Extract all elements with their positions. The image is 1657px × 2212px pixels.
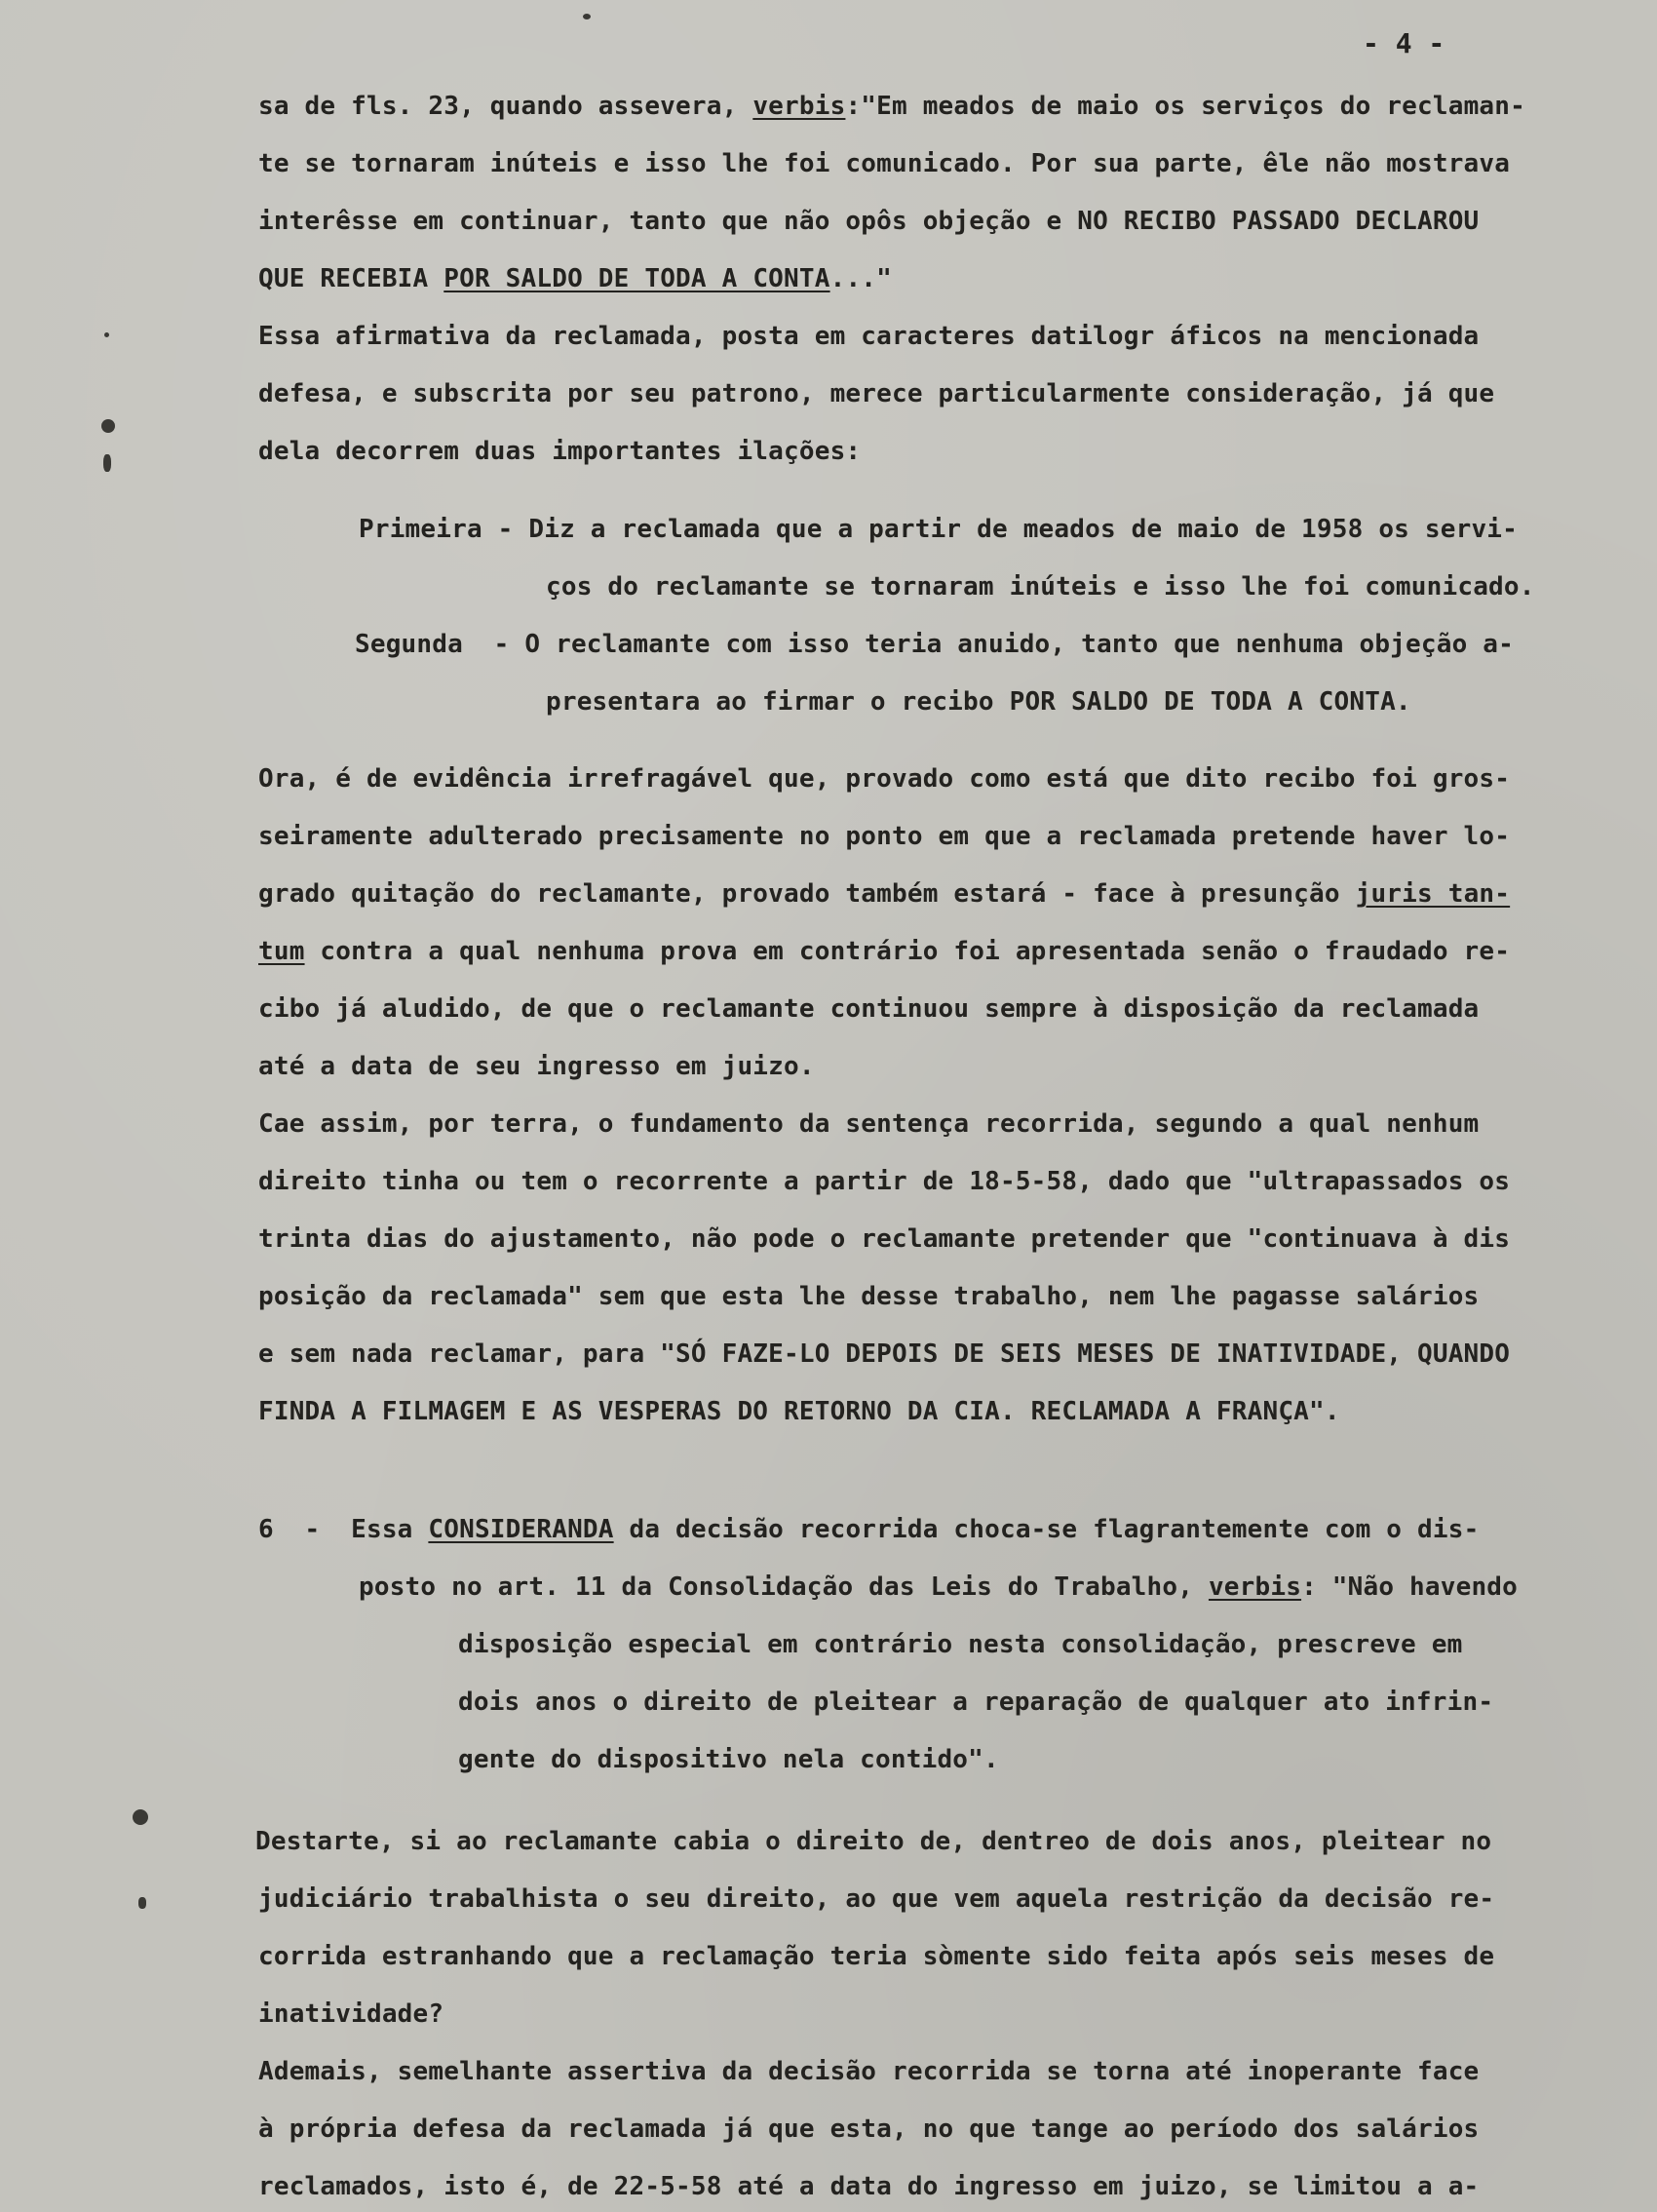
text-line [258, 992, 1479, 1026]
text-line [258, 435, 861, 468]
text-segment: à própria defesa da reclamada já que esta, no que tange ao período dos salários [258, 2115, 1480, 2144]
underlined-text: verbis [1208, 1572, 1302, 1602]
text-segment: Primeira - Diz a reclamada que a partir de meados de maio de 1958 os servi- [359, 515, 1518, 544]
text-segment: gente do dispositivo nela contido". [458, 1745, 999, 1774]
text-line [258, 935, 1510, 968]
text-line [258, 1165, 1510, 1198]
text-segment: contra a qual nenhuma prova em contrário foi apresentada senão o fraudado re- [304, 937, 1511, 966]
underlined-text: verbis [752, 92, 846, 121]
text-line [458, 1686, 1493, 1719]
text-segment: te se tornaram inúteis e isso lhe foi comunicado. Por sua parte, êle não mostrava [258, 149, 1511, 178]
text-line [258, 2055, 1479, 2088]
text-segment: ços do reclamante se tornaram inúteis e isso lhe foi comunicado. [546, 572, 1535, 602]
text-segment: seiramente adulterado precisamente no ponto em que a reclamada pretende haver lo- [258, 822, 1511, 851]
underlined-text: tum [258, 937, 305, 966]
text-segment: e sem nada reclamar, para "SÓ FAZE-LO DEPOIS DE SEIS MESES DE INATIVIDADE, QUANDO [258, 1339, 1511, 1369]
text-line [258, 820, 1510, 853]
text-segment: posição da reclamada" sem que esta lhe desse trabalho, nem lhe pagasse salários [258, 1282, 1480, 1311]
text-line [258, 1222, 1510, 1256]
text-line [255, 1825, 1491, 1858]
text-segment: FINDA A FILMAGEM E AS VESPERAS DO RETORNO DA CIA. RECLAMADA A FRANÇA". [258, 1397, 1340, 1426]
text-line [258, 1940, 1494, 1973]
text-segment: Essa afirmativa da reclamada, posta em caracteres datilogr áficos na mencionada [258, 322, 1480, 351]
text-line [359, 1571, 1518, 1604]
text-segment: cibo já aludido, de que o reclamante continuou sempre à disposição da reclamada [258, 994, 1480, 1024]
text-line [258, 877, 1510, 911]
scan-speck [104, 332, 109, 337]
scan-speck [583, 14, 591, 19]
text-segment: trinta dias do ajustamento, não pode o reclamante pretender que "continuava à dis [258, 1224, 1511, 1254]
text-segment: Segunda - O reclamante com isso teria anuido, tanto que nenhuma objeção a- [355, 630, 1514, 659]
text-line [546, 570, 1535, 603]
text-line [258, 147, 1510, 180]
page-number: - 4 - [1363, 27, 1445, 59]
text-segment: posto no art. 11 da Consolidação das Leis do Trabalho, [359, 1572, 1209, 1602]
underlined-text: juris tan- [1355, 879, 1511, 909]
text-line [258, 1280, 1479, 1313]
text-line [258, 1513, 1479, 1546]
text-segment: 6 - Essa [258, 1515, 429, 1544]
text-line [258, 377, 1494, 410]
text-line [258, 1882, 1494, 1916]
text-segment: disposição especial em contrário nesta consolidação, prescreve em [458, 1630, 1463, 1659]
text-line [258, 205, 1479, 238]
text-line [258, 762, 1510, 796]
text-segment: dois anos o direito de pleitear a reparação de qualquer ato infrin- [458, 1688, 1494, 1717]
text-segment: judiciário trabalhista o seu direito, ao que vem aquela restrição da decisão re- [258, 1884, 1495, 1914]
text-segment: dela decorrem duas importantes ilações: [258, 437, 862, 466]
text-segment: Destarte, si ao reclamante cabia o direito de, dentreo de dois anos, pleitear no [255, 1827, 1492, 1856]
text-line [546, 685, 1411, 718]
text-segment: direito tinha ou tem o recorrente a partir de 18-5-58, dado que "ultrapassados os [258, 1167, 1511, 1196]
text-segment: QUE RECEBIA [258, 264, 444, 293]
text-segment: grado quitação do reclamante, provado também estará - face à presunção [258, 879, 1356, 909]
text-line [258, 2170, 1479, 2203]
underlined-text: CONSIDERANDA [428, 1515, 614, 1544]
text-segment: inatividade? [258, 1999, 444, 2029]
scan-speck [101, 419, 115, 433]
text-line [258, 1338, 1510, 1371]
text-segment: Cae assim, por terra, o fundamento da sentença recorrida, segundo a qual nenhum [258, 1109, 1480, 1139]
text-segment: defesa, e subscrita por seu patrono, merece particularmente consideração, já que [258, 379, 1495, 408]
underlined-text: POR SALDO DE TODA A CONTA [443, 264, 830, 293]
text-segment: Ora, é de evidência irrefragável que, provado como está que dito recibo foi gros- [258, 764, 1511, 794]
text-line [359, 513, 1518, 546]
text-line [258, 2113, 1479, 2146]
text-line [258, 262, 892, 295]
text-line [458, 1743, 999, 1776]
text-segment: da decisão recorrida choca-se flagrantemente com o dis- [613, 1515, 1480, 1544]
text-segment: interêsse em continuar, tanto que não opôs objeção e NO RECIBO PASSADO DECLAROU [258, 207, 1480, 236]
text-segment: corrida estranhando que a reclamação teria sòmente sido feita após seis meses de [258, 1942, 1495, 1971]
text-segment: Ademais, semelhante assertiva da decisão recorrida se torna até inoperante face [258, 2057, 1480, 2086]
text-line [458, 1628, 1462, 1661]
scan-speck [103, 454, 111, 472]
text-segment: ..." [829, 264, 893, 293]
text-line [258, 320, 1479, 353]
text-line [258, 1395, 1340, 1428]
text-segment: sa de fls. 23, quando assevera, [258, 92, 753, 121]
scan-speck [133, 1809, 148, 1825]
text-segment: : "Não havendo [1301, 1572, 1519, 1602]
text-line [258, 1998, 443, 2031]
text-line [258, 1107, 1479, 1141]
text-segment: :"Em meados de maio os serviços do reclaman- [845, 92, 1525, 121]
text-line [258, 90, 1525, 123]
text-segment: reclamados, isto é, de 22-5-58 até a data do ingresso em juizo, se limitou a a- [258, 2172, 1480, 2201]
scan-speck [138, 1897, 146, 1909]
text-segment: presentara ao firmar o recibo POR SALDO DE TODA A CONTA. [546, 687, 1411, 717]
text-line [355, 628, 1514, 661]
text-segment: até a data de seu ingresso em juizo. [258, 1052, 815, 1081]
text-line [258, 1050, 815, 1083]
